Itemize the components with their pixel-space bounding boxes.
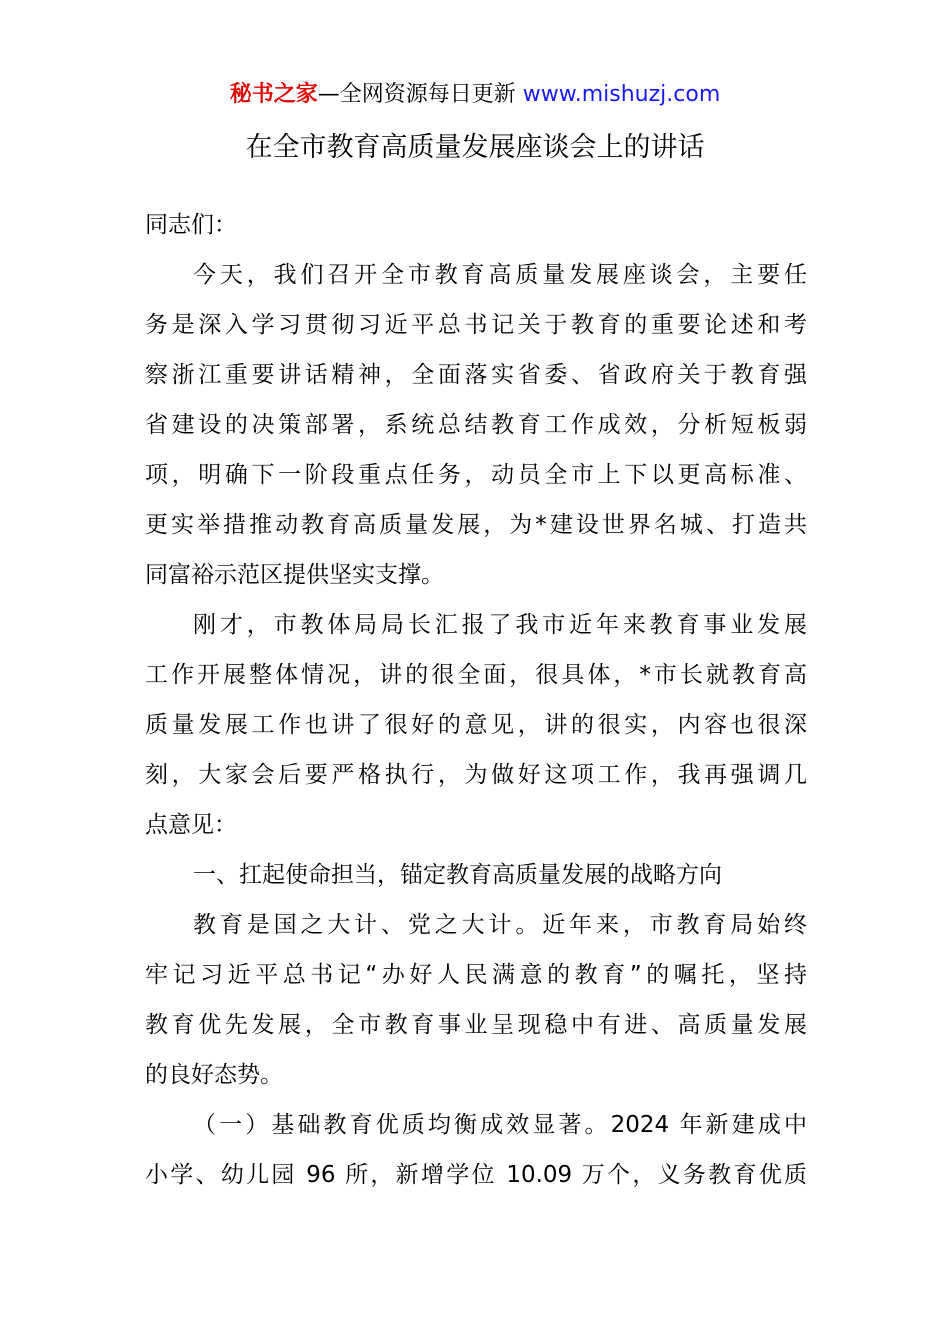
header-tagline: 全网资源每日更新 bbox=[339, 82, 516, 107]
text-line: 察浙江重要讲话精神，全面落实省委、省政府关于教育强 bbox=[145, 362, 807, 388]
text-line: 点意见： bbox=[145, 812, 237, 838]
text-line: 同富裕示范区提供坚实支撑。 bbox=[145, 562, 444, 588]
text-line: 质量发展工作也讲了很好的意见，讲的很实，内容也很深 bbox=[145, 712, 807, 738]
text-line: 工作开展整体情况，讲的很全面，很具体，*市长就教育高 bbox=[145, 662, 807, 688]
header-dash: — bbox=[317, 82, 340, 107]
brand-name: 秘书之家 bbox=[229, 82, 318, 107]
text-line: 刻，大家会后要严格执行，为做好这项工作，我再强调几 bbox=[145, 762, 807, 788]
text-line: 教育优先发展，全市教育事业呈现稳中有进、高质量发展 bbox=[145, 1012, 807, 1038]
site-url-link[interactable]: www.mishuzj.com bbox=[522, 82, 721, 107]
text-line: 教育是国之大计、党之大计。近年来，市教育局始终 bbox=[193, 912, 807, 938]
text-line: 牢记习近平总书记“办好人民满意的教育”的嘱托，坚持 bbox=[145, 962, 807, 988]
document-body bbox=[145, 200, 807, 1200]
section-heading: 一、扛起使命担当，锚定教育高质量发展的战略方向 bbox=[193, 862, 722, 888]
text-line: 省建设的决策部署，系统总结教育工作成效，分析短板弱 bbox=[145, 412, 807, 438]
text-line: 小学、幼儿园 96 所，新增学位 10.09 万个，义务教育优质 bbox=[145, 1162, 807, 1188]
text-line: 更实举措推动教育高质量发展，为*建设世界名城、打造共 bbox=[145, 512, 807, 538]
text-line: 今天，我们召开全市教育高质量发展座谈会，主要任 bbox=[193, 262, 807, 288]
text-line: 项，明确下一阶段重点任务，动员全市上下以更高标准、 bbox=[145, 462, 807, 488]
document-title: 在全市教育高质量发展座谈会上的讲话 bbox=[245, 132, 705, 163]
text-line: 刚才，市教体局局长汇报了我市近年来教育事业发展 bbox=[193, 612, 807, 638]
salutation-line: 同志们： bbox=[145, 212, 237, 238]
site-header bbox=[0, 80, 950, 110]
text-line: 的良好态势。 bbox=[145, 1062, 283, 1088]
text-line: 务是深入学习贯彻习近平总书记关于教育的重要论述和考 bbox=[145, 312, 807, 338]
subsection-line: （一）基础教育优质均衡成效显著。2024 年新建成中 bbox=[193, 1112, 807, 1138]
